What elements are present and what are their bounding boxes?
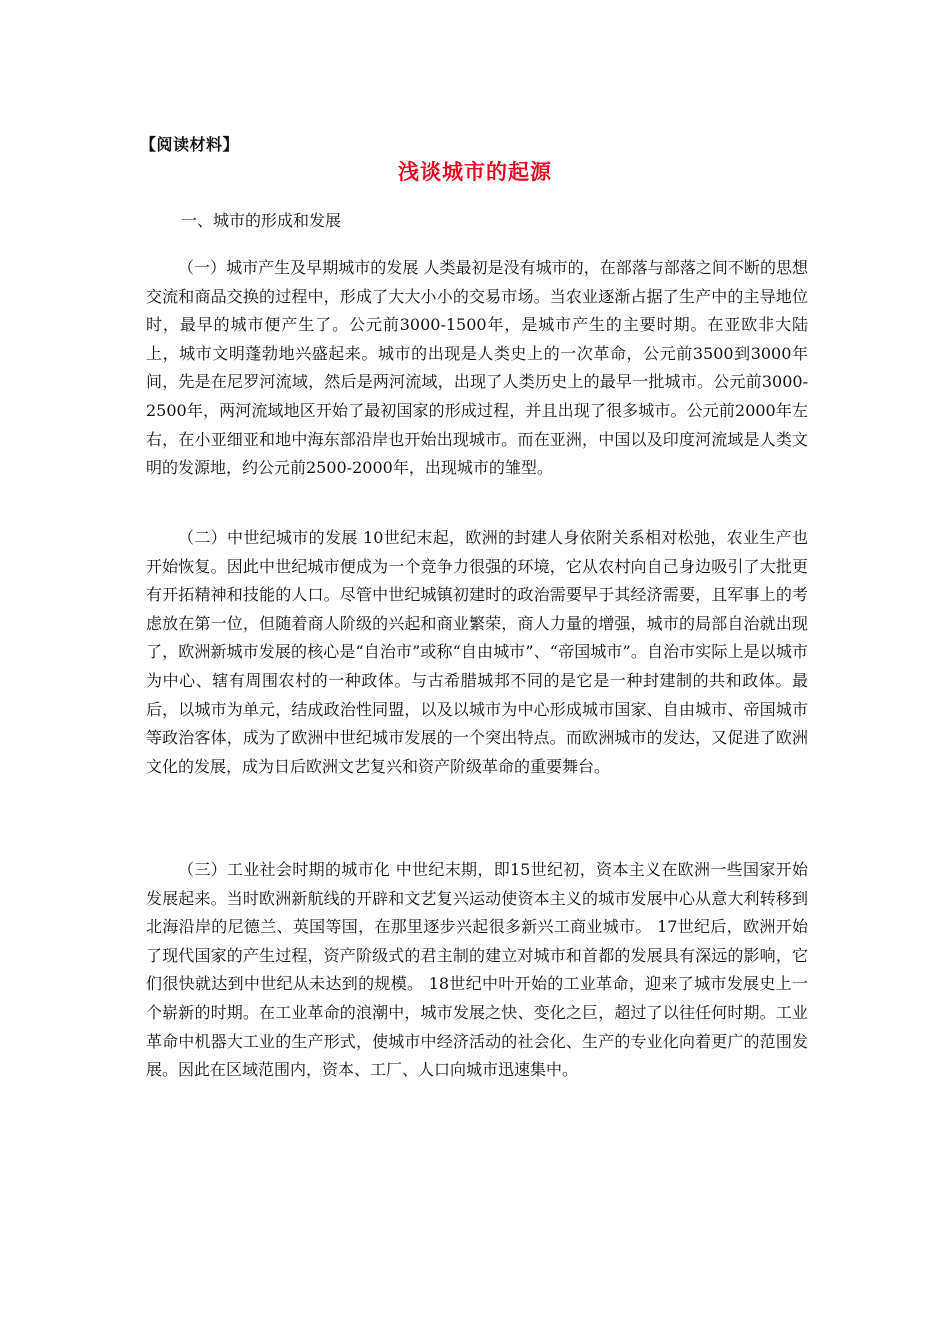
- section-heading: 一、城市的形成和发展: [181, 211, 342, 230]
- paragraph-early-cities: （一）城市产生及早期城市的发展 人类最初是没有城市的，在部落与部落之间不断的思想交流和商品交换的过程中，形成了大大小小的交易市场。当农业逐渐占据了生产中的主导地位时，最早的城市便产生了。公元前3000-1500年，是城市产生的主要时期。在亚欧非大陆上，城市文明蓬勃地兴盛起来。城市的出现是人类史上的一次革命，公元前3500到3000年间，先是在尼罗河流域，然后是两河流域，出现了人类历史上的最早一批城市。公元前3000-2500年，两河流域地区开始了最初国家的形成过程，并且出现了很多城市。公元前2000年左右，在小亚细亚和地中海东部沿岸也开始出现城市。而在亚洲，中国以及印度河流域是人类文明的发源地，约公元前2500-2000年，出现城市的雏型。: [146, 258, 808, 478]
- document-title: 浅谈城市的起源: [398, 159, 552, 184]
- paragraph-industrial-urbanization: （三）工业社会时期的城市化 中世纪末期，即15世纪初，资本主义在欧洲一些国家开始发展起来。当时欧洲新航线的开辟和文艺复兴运动使资本主义的城市发展中心从意大利转移到北海沿岸的尼德兰、英国等国，在那里逐步兴起很多新兴工商业城市。 17世纪后，欧洲开始了现代国家的产生过程，资产阶级式的君主制的建立对城市和首都的发展具有深远的影响，它们很快就达到中世纪从未达到的规模。 18世纪中叶开始的工业革命，迎来了城市发展史上一个崭新的时期。在工业革命的浪潮中，城市发展之快、变化之巨，超过了以往任何时期。工业革命中机器大工业的生产形式，使城市中经济活动的社会化、生产的专业化向着更广的范围发展。因此在区域范围内，资本、工厂、人口向城市迅速集中。: [146, 860, 808, 1080]
- section-tag: 【阅读材料】: [140, 135, 240, 154]
- paragraph-medieval-cities: （二）中世纪城市的发展 10世纪末起，欧洲的封建人身依附关系相对松弛，农业生产也开始恢复。因此中世纪城市便成为一个竞争力很强的环境，它从农村向自己身边吸引了大批更有开拓精神和技能的人口。尽管中世纪城镇初建时的政治需要早于其经济需要，且军事上的考虑放在第一位，但随着商人阶级的兴起和商业繁荣，商人力量的增强，城市的局部自治就出现了，欧洲新城市发展的核心是“自治市”或称“自由城市”、“帝国城市”。自治市实际上是以城市为中心、辖有周围农村的一种政体。与古希腊城邦不同的是它是一种封建制的共和政体。最后，以城市为单元，结成政治性同盟，以及以城市为中心形成城市国家、自由城市、帝国城市等政治客体，成为了欧洲中世纪城市发展的一个突出特点。而欧洲城市的发达，又促进了欧洲文化的发展，成为日后欧洲文艺复兴和资产阶级革命的重要舞台。: [146, 528, 808, 776]
